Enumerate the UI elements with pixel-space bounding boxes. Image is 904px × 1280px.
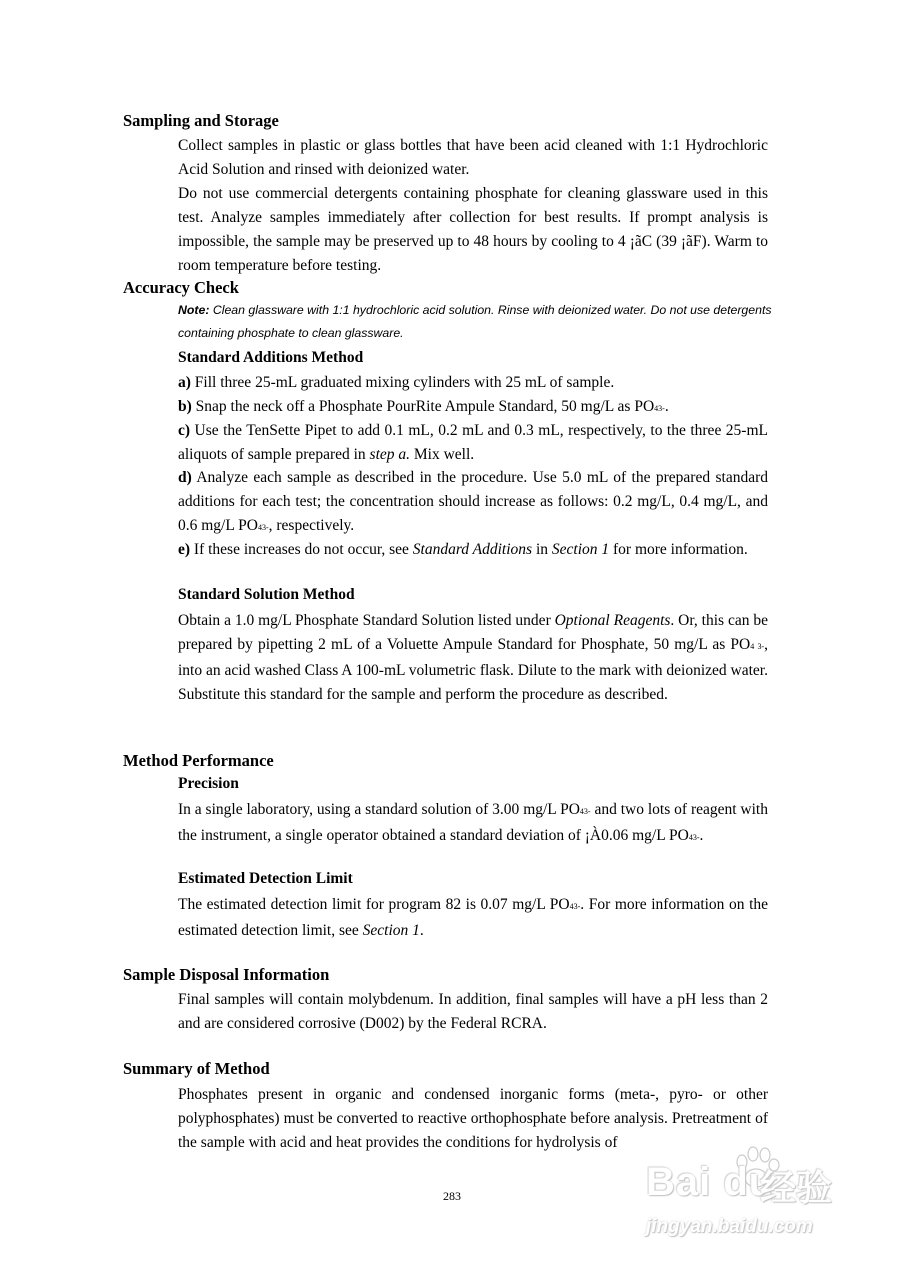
precision-paragraph [178, 798, 768, 850]
sol-text-2: . Or, this can be prepared by pipetting 2 mL of a Voluette Ampule Standard for Phosphate, 50 mg/L as PO [178, 612, 768, 653]
section-heading-accuracy: Accuracy Check [123, 278, 239, 297]
precision-text-1: In a single laboratory, using a standard solution of 3.00 mg/L PO [178, 801, 580, 818]
step-b-label: b) [178, 398, 192, 415]
step-e-label: e) [178, 541, 191, 558]
watermark-url: jingyan.baidu.com [646, 1216, 813, 1237]
standard-solution-paragraph [178, 609, 768, 707]
precision-subscript-1: 43- [579, 807, 591, 816]
detection-limit-paragraph [178, 893, 768, 943]
sol-text-1: Obtain a 1.0 mg/L Phosphate Standard Solution listed under [178, 612, 555, 629]
subheading-detection-limit: Estimated Detection Limit [178, 870, 353, 887]
summary-paragraph: Phosphates present in organic and condensed inorganic forms (meta-, pyro- or other polyphosphates) must be converted to reactive orthophosphate before analysis. Pretreatment of the sample with acid and heat provides the conditions for hydrolysis of [178, 1086, 768, 1151]
sol-text-3: , into an acid washed Class A 100-mL volumetric flask. Dilute to the mark with deionized water. Substitute this standard for the sample and perform the procedure as described. [178, 636, 768, 703]
baidu-watermark [640, 1150, 880, 1260]
step-d-end: , respectively. [268, 517, 355, 534]
step-e-text: If these increases do not occur, see [190, 541, 413, 558]
step-e-italic-1: Standard Additions [412, 541, 533, 558]
step-c-label: c) [178, 422, 191, 439]
sampling-paragraph-2: Do not use commercial detergents containing phosphate for cleaning glassware used in this test. Analyze samples immediately after collection for best results. If prompt analysis is impossible, the sample may be preserved up to 48 hours by cooling to 4 ¡ãC (39 ¡ãF). Warm to room temperature before testing. [178, 185, 768, 274]
sampling-paragraph-1: Collect samples in plastic or glass bottles that have been acid cleaned with 1:1 Hydrochloric Acid Solution and rinsed with deionized water. [178, 137, 768, 178]
disposal-paragraph: Final samples will contain molybdenum. In addition, final samples will have a pH less than 2 and are considered corrosive (D002) by the Federal RCRA. [178, 991, 768, 1032]
step-a-text: Fill three 25-mL graduated mixing cylinders with 25 mL of sample. [190, 374, 615, 391]
note-label: Note: [178, 303, 210, 317]
step-c [178, 419, 768, 467]
watermark-logo-cn: 经验 [760, 1168, 833, 1209]
subheading-standard-additions: Standard Additions Method [178, 349, 364, 366]
section-heading-sampling: Sampling and Storage [123, 111, 279, 130]
step-e-end: for more information. [609, 541, 748, 558]
step-d-label: d) [178, 469, 192, 486]
edl-text-1: The estimated detection limit for program 82 is 0.07 mg/L PO [178, 896, 570, 913]
step-a [178, 371, 768, 395]
subheading-standard-solution: Standard Solution Method [178, 586, 355, 603]
edl-text-2: . For more information on the estimated detection limit, see [178, 896, 768, 939]
watermark-logo: Bai du [646, 1160, 775, 1204]
precision-text-2: and two lots of reagent with the instrument, a single operator obtained a standard deviation of ¡À0.06 mg/L PO [178, 801, 768, 844]
section-heading-summary: Summary of Method [123, 1059, 270, 1078]
edl-end: . [419, 922, 424, 939]
step-c-end: Mix well. [410, 446, 475, 463]
step-d [178, 466, 768, 540]
step-d-subscript: 43- [257, 523, 269, 532]
section-heading-disposal: Sample Disposal Information [123, 965, 330, 984]
step-b-text: Snap the neck off a Phosphate PourRite Ampule Standard, 50 mg/L as PO [191, 398, 655, 415]
accuracy-note [178, 299, 778, 345]
step-e-italic-2: Section 1 [551, 541, 610, 558]
sol-subscript: 4 3- [750, 642, 765, 651]
step-e [178, 538, 768, 562]
step-b-subscript: 43- [654, 404, 665, 413]
step-c-italic: step a. [369, 446, 411, 463]
page-number: 283 [443, 1189, 461, 1203]
subheading-precision: Precision [178, 775, 239, 792]
step-a-label: a) [178, 374, 191, 391]
step-e-mid: in [532, 541, 552, 558]
edl-italic: Section 1 [362, 922, 420, 939]
precision-subscript-2: 43- [688, 833, 700, 842]
precision-end: . [699, 827, 704, 844]
step-c-text: Use the TenSette Pipet to add 0.1 mL, 0.2 mL and 0.3 mL, respectively, to the three 25-mL aliquots of sample prepared in [178, 422, 768, 463]
step-b [178, 395, 768, 421]
section-heading-performance: Method Performance [123, 751, 274, 770]
note-text: Clean glassware with 1:1 hydrochloric acid solution. Rinse with deionized water. Do not use detergents containing phosphate to clean glassware. [178, 303, 772, 340]
step-d-text: Analyze each sample as described in the procedure. Use 5.0 mL of the prepared standard additions for each test; the concentration should increase as follows: 0.2 mg/L, 0.4 mg/L, and 0.6 mg/L PO [178, 469, 768, 534]
sol-italic: Optional Reagents [554, 612, 671, 629]
step-b-end: . [664, 398, 669, 415]
edl-subscript: 43- [569, 902, 581, 911]
